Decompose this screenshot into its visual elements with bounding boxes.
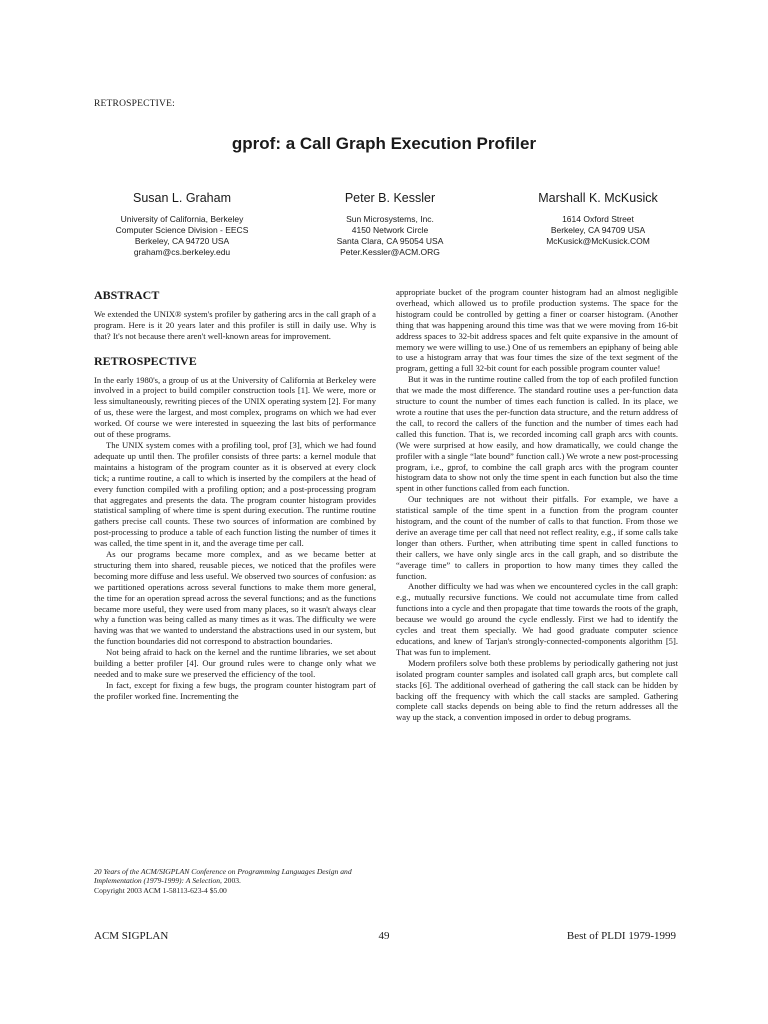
body-paragraph: In fact, except for fixing a few bugs, the program counter histogram part of the profiler worked fine. Incrementing the [94,679,376,701]
author-address: Santa Clara, CA 95054 USA [336,236,444,246]
body-paragraph: In the early 1980's, a group of us at the University of California at Berkeley were involved in a project to build compiler construction tools [1]. We were, more or less simultaneously, rewriting pieces of the UNIX operating system [2]. For many of us, these were the largest, and most complex, programs on which we had ever worked. Of course we were interested in squeezing the last bits of performance out of these programs. [94,374,376,440]
page-title: gprof: a Call Graph Execution Profiler [231,134,537,153]
body-paragraph: As our programs became more complex, and as we became better at structuring them into shared, reusable pieces, we noticed that the profiles were becoming more diffuse and less useful. We observed two sources of confusion: as we partitioned operations across several functions to make them more general, the time for an operation spread across the several functions; and as the functions became more useful, they were used from many places, so it wasn't always clear why a function was being called as many times as it was. The difficulty we were having was that we wanted to understand the abstractions used in our system, but the function boundaries did not correspond to abstraction boundaries. [94,549,376,647]
author-name: Marshall K. McKusick [538,191,658,205]
body-paragraph: Another difficulty we had was when we encountered cycles in the call graph: e.g., mutually recursive functions. We could not accumulate time from called functions into a cycle and then propagate that time towards the roots of the graph, because we would go around the cycle endlessly. First we had to identify the cycles and treat them specially. We had good graduate computer science educations, and knew of Tarjan's strongly-connected-components algorithm [5]. That was fun to implement. [396,581,678,657]
author-affiliation: Computer Science Division - EECS [115,225,249,235]
kicker-label: RETROSPECTIVE: [94,99,175,109]
author-block [78,191,702,258]
right-column [396,287,678,723]
author-address: 1614 Oxford Street [562,214,634,224]
abstract-text: We extended the UNIX® system's profiler by gathering arcs in the call graph of a program. Here is it 20 years later and this profiler is still in daily use. Why is that? It's not because there aren't well-known areas for improvement. [94,308,376,341]
author-affiliation: Sun Microsystems, Inc. [346,214,434,224]
author-email: graham@cs.berkeley.edu [133,247,231,257]
author-graham [78,191,286,258]
author-mckusick [494,191,702,258]
body-paragraph: appropriate bucket of the program counter histogram had an almost negligible overhead, which allowed us to profile production systems. The space for the histogram could be controlled by getting a finer or coarser histogram. (Another thing that was happening around this time was that we were moving from 16-bit address spaces to 32-bit address spaces and felt quite expansive in the amount of memory we were willing to use.) One of us remembers an epiphany of being able to use a histogram array that was four times the size of the text segment of the program, getting a full 32-bit count for each possible program counter value! [396,287,678,374]
body-paragraph: Modern profilers solve both these problems by periodically gathering not just isolated program counter samples and isolated call graph arcs, but complete call stacks [6]. The additional overhead of gathering the call stack can be hidden by backing off the frequency with which the call stacks are sampled. Gathering complete call stacks depends on being able to find the return addresses all the way up the stack, a convention imposed in order to debug programs. [396,657,678,723]
left-column [94,287,376,702]
footnote-source: 20 Years of the ACM/SIGPLAN Conference on Programming Languages Design and Implementation (1979-1999): A Selection, [94,867,352,886]
author-affiliation: University of California, Berkeley [120,214,244,224]
body-paragraph: Our techniques are not without their pitfalls. For example, we have a statistical sample of the time spent in a function from the program counter histogram, and the count of the number of calls to that function. From those we derive an average time per call that need not reflect reality, e.g., if some calls take longer than others. Further, when attributing time spent in called functions to their callers, we have only single arcs in the call graph, and so distribute the “average time” to callers in proportion to how many times they called the function. [396,494,678,581]
author-address: Berkeley, CA 94720 USA [134,236,230,246]
footer-left: ACM SIGPLAN [94,930,169,942]
body-paragraph: The UNIX system comes with a profiling tool, prof [3], which we had found adequate up until then. The profiler consists of three parts: a kernel module that maintains a histogram of the program counter as it is observed at every clock tick; a runtime routine, a call to which is inserted by the compilers at the head of every function compiled with a profiling option; and a post-processing program that aggregates and presents the data. The program counter histogram provides statistical sampling of where time is spent during execution. The runtime routine gathers precise call counts. These two sources of information are combined by post-processing to produce a table of each function listing the number of times it was called, the time spent in it, and the average time per call. [94,439,376,549]
retrospective-heading: RETROSPECTIVE [94,353,197,368]
footer-right: Best of PLDI 1979-1999 [566,930,676,942]
author-kessler [286,191,494,258]
author-address: 4150 Network Circle [351,225,429,235]
copyright-footnote [94,867,376,895]
author-address: Berkeley, CA 94709 USA [550,225,646,235]
page-number: 49 [378,930,390,942]
footnote-copyright: Copyright 2003 ACM 1-58113-623-4 $5.00 [94,885,227,895]
body-paragraph: But it was in the runtime routine called from the top of each profiled function that we made the most difference. The standard routine uses a per-function data structure to count the number of times each function is called. In its place, we wrote a routine that uses the per-function data structure, and the return address of the call, to record the callers of the function and the number of times each had called this function. That is, we recorded incoming call graph arcs with counts. (We were surprised at how easily, and how dramatically, we could change the profiler with a single “late bound” function call.) We wrote a new post-processing program, i.e., gprof, to combine the call graph arcs with the program counter histogram data to show not only the time spent in each function but also the time spent in other functions called from each function. [396,374,678,494]
footnote-year: 2003. [221,876,241,886]
author-email: Peter.Kessler@ACM.ORG [340,247,440,257]
author-email: McKusick@McKusick.COM [546,236,650,246]
abstract-heading: ABSTRACT [94,288,160,302]
author-name: Susan L. Graham [133,191,231,205]
body-paragraph: Not being afraid to hack on the kernel and the runtime libraries, we set about building a better profiler [4]. Our ground rules were to change only what we needed and to make sure we preserved the efficiency of the tool. [94,647,376,679]
author-name: Peter B. Kessler [344,191,436,205]
